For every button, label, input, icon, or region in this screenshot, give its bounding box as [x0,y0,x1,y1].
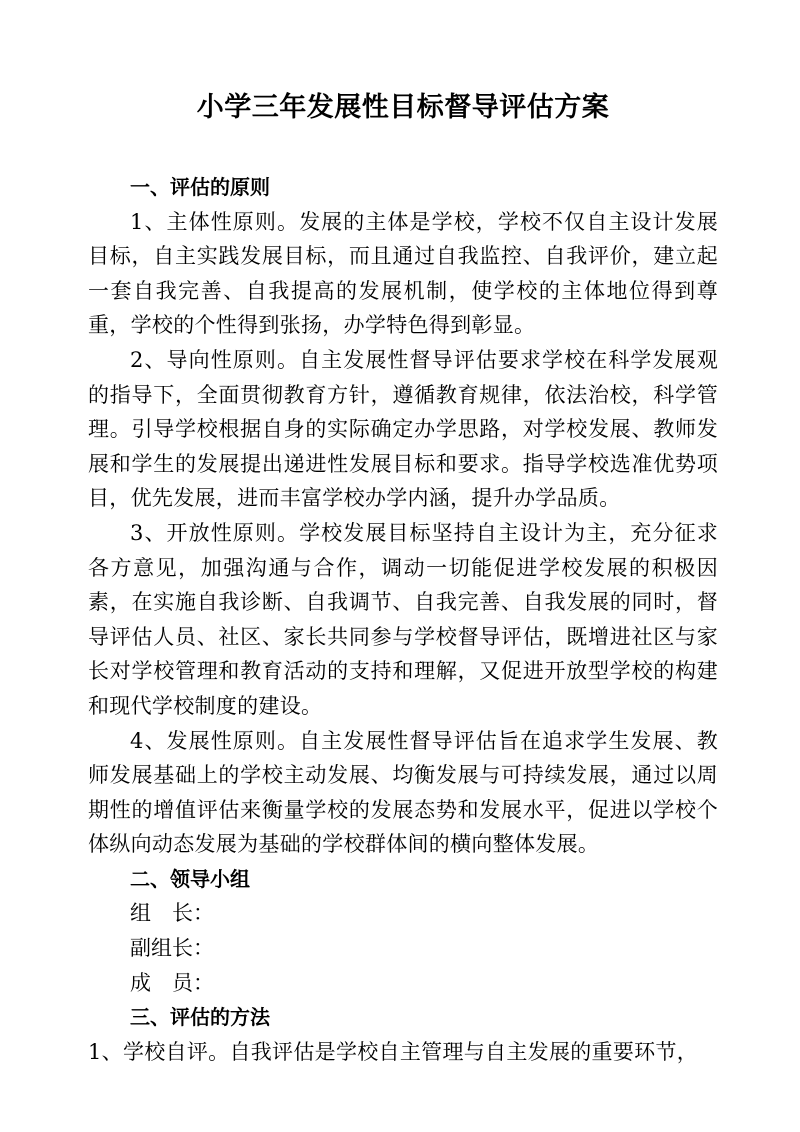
member-members: 成 员： [130,970,214,995]
member-deputy-leader: 副组长： [130,936,214,961]
section-heading-principles: 一、评估的原则 [130,175,270,199]
paragraph-self-evaluation: 1、学校自评。自我评估是学校自主管理与自主发展的重要环节， [88,1039,699,1064]
section-heading-leadership-group: 二、领导小组 [130,866,250,891]
section-heading-methods: 三、评估的方法 [130,1005,270,1030]
document-title: 小学三年发展性目标督导评估方案 [196,92,610,123]
paragraph-openness-principle: 3、开放性原则。学校发展目标坚持自主设计为主，充分征求各方意见，加强沟通与合作，调动一切能促进学校发展的积极因素，在实施自我诊断、自我调节、自我完善、自我发展的同时，督导评估人员、社区、家长共同参与学校督导评估，既增进社区与家长对学校管理和教育活动的支持和理解，又促进开放型学校的构建和现代学校制度的建设。 [88,520,718,718]
paragraph-development-principle: 4、发展性原则。自主发展性督导评估旨在追求学生发展、教师发展基础上的学校主动发展、均衡发展与可持续发展，通过以周期性的增值评估来衡量学校的发展态势和发展水平，促进以学校个体纵向动态发展为基础的学校群体间的横向整体发展。 [88,728,718,857]
document-body [88,170,718,1069]
paragraph-subjectivity-principle: 1、主体性原则。发展的主体是学校，学校不仅自主设计发展目标，自主实践发展目标，而且通过自我监控、自我评价，建立起一套自我完善、自我提高的发展机制，使学校的主体地位得到尊重，学校的个性得到张扬，办学特色得到彰显。 [88,209,718,338]
paragraph-guidance-principle: 2、导向性原则。自主发展性督导评估要求学校在科学发展观的指导下，全面贯彻教育方针，遵循教育规律，依法治校，科学管理。引导学校根据自身的实际确定办学思路，对学校发展、教师发展和学生的发展提出递进性发展目标和要求。指导学校选准优势项目，优先发展，进而丰富学校办学内涵，提升办学品质。 [88,347,718,511]
member-leader: 组 长： [130,901,214,926]
